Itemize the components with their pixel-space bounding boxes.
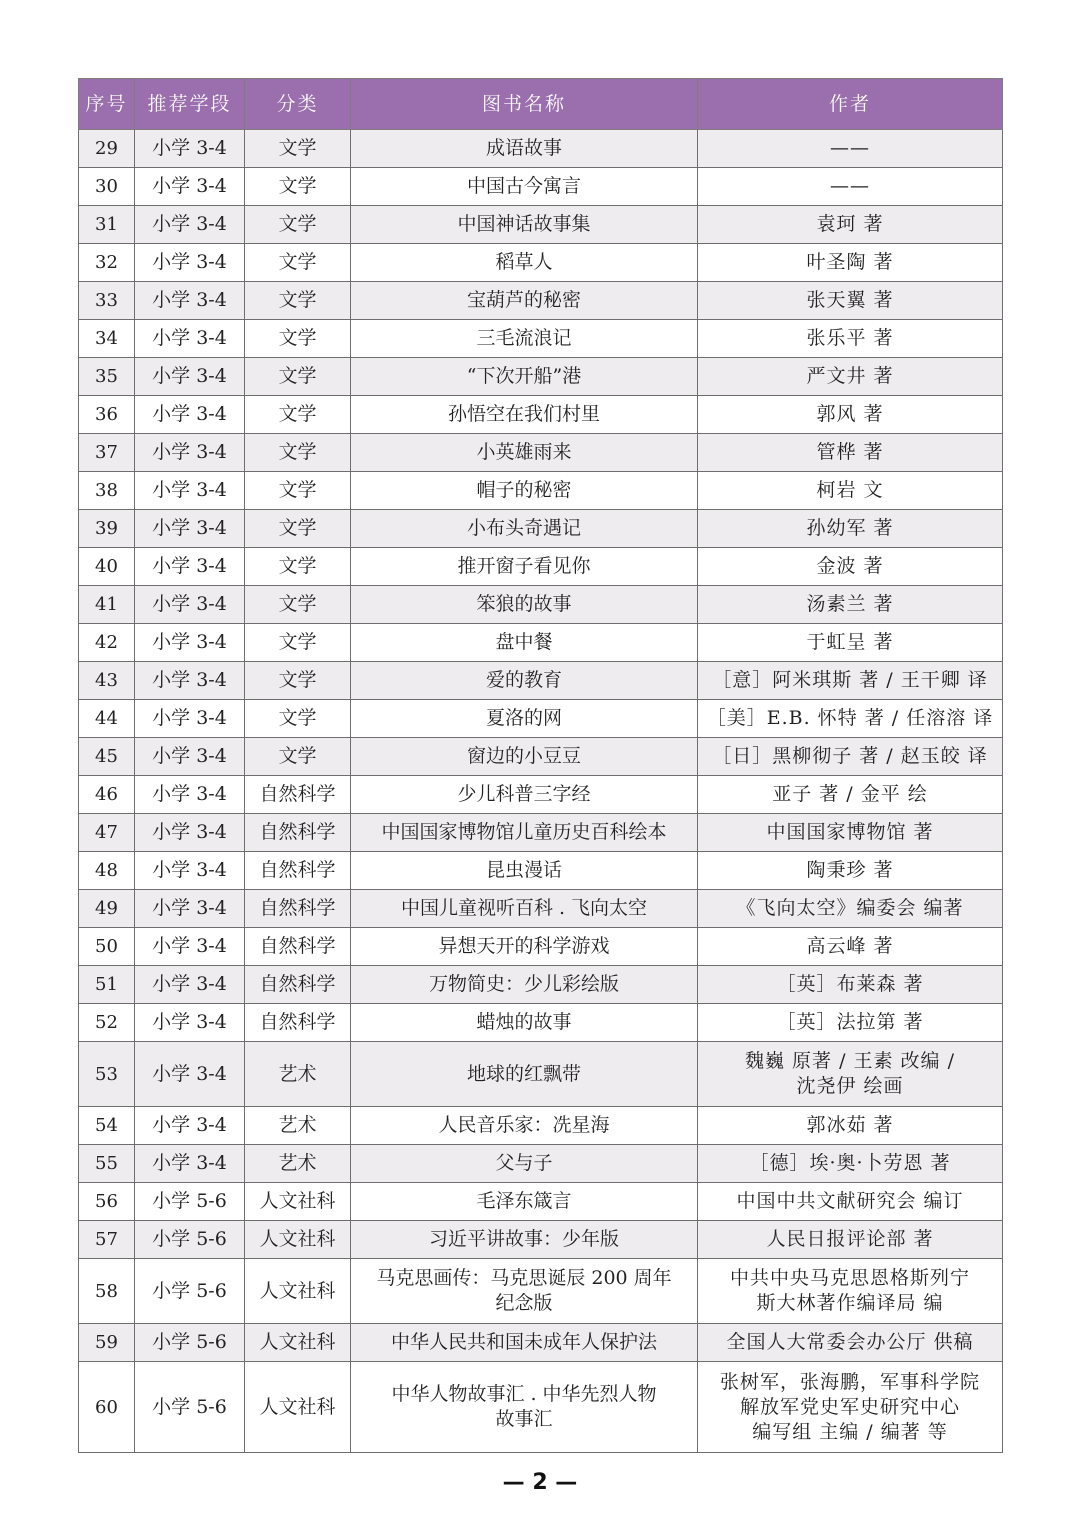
- table-row: [79, 890, 1003, 928]
- row-author: 亚子 著 / 金平 绘: [698, 776, 1003, 814]
- row-category: 自然科学: [245, 1004, 351, 1042]
- row-title: 中华人物故事汇 . 中华先烈人物 故事汇: [351, 1362, 698, 1453]
- table-row: [79, 966, 1003, 1004]
- row-category: 文学: [245, 320, 351, 358]
- row-author: 中国国家博物馆 著: [698, 814, 1003, 852]
- row-author: ——: [698, 168, 1003, 206]
- row-stage: 小学 3-4: [135, 738, 245, 776]
- table-row: [79, 776, 1003, 814]
- row-category: 自然科学: [245, 966, 351, 1004]
- row-number: 56: [79, 1183, 135, 1221]
- row-number: 34: [79, 320, 135, 358]
- row-stage: 小学 3-4: [135, 890, 245, 928]
- row-category: 人文社科: [245, 1362, 351, 1453]
- row-category: 文学: [245, 586, 351, 624]
- row-number: 52: [79, 1004, 135, 1042]
- row-number: 33: [79, 282, 135, 320]
- table-row: [79, 1004, 1003, 1042]
- row-title: “下次开船”港: [351, 358, 698, 396]
- table-row: [79, 1259, 1003, 1324]
- row-category: 自然科学: [245, 852, 351, 890]
- row-title: 地球的红飘带: [351, 1042, 698, 1107]
- row-number: 38: [79, 472, 135, 510]
- row-stage: 小学 3-4: [135, 1042, 245, 1107]
- table-row: [79, 1145, 1003, 1183]
- row-title: 蜡烛的故事: [351, 1004, 698, 1042]
- row-number: 49: [79, 890, 135, 928]
- row-title: 毛泽东箴言: [351, 1183, 698, 1221]
- table-row: [79, 852, 1003, 890]
- row-category: 文学: [245, 510, 351, 548]
- row-category: 文学: [245, 206, 351, 244]
- row-title: 父与子: [351, 1145, 698, 1183]
- row-category: 文学: [245, 662, 351, 700]
- row-category: 自然科学: [245, 928, 351, 966]
- row-number: 37: [79, 434, 135, 472]
- row-number: 39: [79, 510, 135, 548]
- table-row: [79, 1107, 1003, 1145]
- row-author: 张乐平 著: [698, 320, 1003, 358]
- row-stage: 小学 3-4: [135, 814, 245, 852]
- booklist-table: [78, 78, 1003, 1453]
- row-stage: 小学 3-4: [135, 510, 245, 548]
- row-category: 文学: [245, 282, 351, 320]
- row-category: 文学: [245, 472, 351, 510]
- row-title: 中国国家博物馆儿童历史百科绘本: [351, 814, 698, 852]
- row-author: 严文井 著: [698, 358, 1003, 396]
- row-category: 艺术: [245, 1145, 351, 1183]
- row-category: 文学: [245, 130, 351, 168]
- row-title: 笨狼的故事: [351, 586, 698, 624]
- row-stage: 小学 5-6: [135, 1221, 245, 1259]
- row-category: 人文社科: [245, 1259, 351, 1324]
- row-category: 人文社科: [245, 1183, 351, 1221]
- row-stage: 小学 3-4: [135, 320, 245, 358]
- row-title: 推开窗子看见你: [351, 548, 698, 586]
- row-number: 55: [79, 1145, 135, 1183]
- row-category: 自然科学: [245, 890, 351, 928]
- row-author: ［英］布莱森 著: [698, 966, 1003, 1004]
- row-title: 异想天开的科学游戏: [351, 928, 698, 966]
- row-title: 中国古今寓言: [351, 168, 698, 206]
- row-category: 文学: [245, 700, 351, 738]
- row-stage: 小学 3-4: [135, 1004, 245, 1042]
- row-category: 自然科学: [245, 776, 351, 814]
- page-number: — 2 —: [502, 1470, 578, 1495]
- row-author: 袁珂 著: [698, 206, 1003, 244]
- row-number: 43: [79, 662, 135, 700]
- row-number: 29: [79, 130, 135, 168]
- row-title: 帽子的秘密: [351, 472, 698, 510]
- table-row: [79, 434, 1003, 472]
- table-row: [79, 1221, 1003, 1259]
- row-title: 稻草人: [351, 244, 698, 282]
- row-number: 58: [79, 1259, 135, 1324]
- row-category: 文学: [245, 548, 351, 586]
- row-author: ［美］E.B. 怀特 著 / 任溶溶 译: [698, 700, 1003, 738]
- row-author: ［英］法拉第 著: [698, 1004, 1003, 1042]
- row-author: 郭冰茹 著: [698, 1107, 1003, 1145]
- row-author: 管桦 著: [698, 434, 1003, 472]
- row-stage: 小学 3-4: [135, 1107, 245, 1145]
- row-title: 中华人民共和国未成年人保护法: [351, 1324, 698, 1362]
- table-row: [79, 1042, 1003, 1107]
- header-row: [79, 79, 1003, 130]
- row-number: 50: [79, 928, 135, 966]
- table-body: [79, 130, 1003, 1453]
- row-author: 于虹呈 著: [698, 624, 1003, 662]
- header-title: 图书名称: [351, 79, 698, 130]
- row-stage: 小学 3-4: [135, 244, 245, 282]
- row-title: 三毛流浪记: [351, 320, 698, 358]
- row-category: 人文社科: [245, 1324, 351, 1362]
- row-title: 成语故事: [351, 130, 698, 168]
- row-title: 昆虫漫话: [351, 852, 698, 890]
- row-author: 叶圣陶 著: [698, 244, 1003, 282]
- table-row: [79, 206, 1003, 244]
- row-title: 小英雄雨来: [351, 434, 698, 472]
- row-stage: 小学 3-4: [135, 928, 245, 966]
- row-stage: 小学 3-4: [135, 472, 245, 510]
- row-title: 人民音乐家：冼星海: [351, 1107, 698, 1145]
- row-category: 文学: [245, 168, 351, 206]
- row-stage: 小学 3-4: [135, 966, 245, 1004]
- row-author: 金波 著: [698, 548, 1003, 586]
- row-stage: 小学 5-6: [135, 1259, 245, 1324]
- row-author: 《飞向太空》编委会 编著: [698, 890, 1003, 928]
- row-title: 孙悟空在我们村里: [351, 396, 698, 434]
- row-stage: 小学 3-4: [135, 434, 245, 472]
- row-title: 中国神话故事集: [351, 206, 698, 244]
- table-row: [79, 928, 1003, 966]
- row-number: 47: [79, 814, 135, 852]
- row-number: 59: [79, 1324, 135, 1362]
- row-title: 中国儿童视听百科 . 飞向太空: [351, 890, 698, 928]
- row-stage: 小学 5-6: [135, 1362, 245, 1453]
- row-author: 中共中央马克思恩格斯列宁 斯大林著作编译局 编: [698, 1259, 1003, 1324]
- row-title: 窗边的小豆豆: [351, 738, 698, 776]
- row-number: 57: [79, 1221, 135, 1259]
- table-row: [79, 244, 1003, 282]
- row-author: 汤素兰 著: [698, 586, 1003, 624]
- row-stage: 小学 3-4: [135, 662, 245, 700]
- row-author: 中国中共文献研究会 编订: [698, 1183, 1003, 1221]
- row-number: 53: [79, 1042, 135, 1107]
- row-stage: 小学 5-6: [135, 1183, 245, 1221]
- table-row: [79, 1362, 1003, 1453]
- row-number: 31: [79, 206, 135, 244]
- row-number: 54: [79, 1107, 135, 1145]
- row-number: 46: [79, 776, 135, 814]
- table-row: [79, 738, 1003, 776]
- table-row: [79, 358, 1003, 396]
- row-author: 张天翼 著: [698, 282, 1003, 320]
- row-author: 陶秉珍 著: [698, 852, 1003, 890]
- table-row: [79, 814, 1003, 852]
- row-number: 36: [79, 396, 135, 434]
- row-title: 盘中餐: [351, 624, 698, 662]
- table-row: [79, 282, 1003, 320]
- row-number: 40: [79, 548, 135, 586]
- row-stage: 小学 3-4: [135, 282, 245, 320]
- row-author: 人民日报评论部 著: [698, 1221, 1003, 1259]
- row-stage: 小学 5-6: [135, 1324, 245, 1362]
- row-category: 艺术: [245, 1042, 351, 1107]
- table-row: [79, 1324, 1003, 1362]
- table-row: [79, 1183, 1003, 1221]
- table-row: [79, 586, 1003, 624]
- row-category: 人文社科: [245, 1221, 351, 1259]
- row-stage: 小学 3-4: [135, 700, 245, 738]
- row-title: 少儿科普三字经: [351, 776, 698, 814]
- row-author: ［日］黑柳彻子 著 / 赵玉皎 译: [698, 738, 1003, 776]
- header-stage: 推荐学段: [135, 79, 245, 130]
- row-title: 小布头奇遇记: [351, 510, 698, 548]
- row-title: 马克思画传：马克思诞辰 200 周年 纪念版: [351, 1259, 698, 1324]
- table-row: [79, 472, 1003, 510]
- row-title: 宝葫芦的秘密: [351, 282, 698, 320]
- row-number: 41: [79, 586, 135, 624]
- row-category: 文学: [245, 244, 351, 282]
- row-title: 爱的教育: [351, 662, 698, 700]
- row-category: 文学: [245, 624, 351, 662]
- row-stage: 小学 3-4: [135, 130, 245, 168]
- header-no: 序号: [79, 79, 135, 130]
- row-author: 郭风 著: [698, 396, 1003, 434]
- row-title: 万物简史：少儿彩绘版: [351, 966, 698, 1004]
- row-stage: 小学 3-4: [135, 548, 245, 586]
- row-title: 夏洛的网: [351, 700, 698, 738]
- table-row: [79, 396, 1003, 434]
- row-stage: 小学 3-4: [135, 358, 245, 396]
- table-row: [79, 624, 1003, 662]
- row-stage: 小学 3-4: [135, 586, 245, 624]
- row-category: 自然科学: [245, 814, 351, 852]
- row-author: 张树军，张海鹏，军事科学院 解放军党史军史研究中心 编写组 主编 / 编著 等: [698, 1362, 1003, 1453]
- row-author: ——: [698, 130, 1003, 168]
- row-category: 文学: [245, 434, 351, 472]
- row-author: ［意］阿米琪斯 著 / 王干卿 译: [698, 662, 1003, 700]
- row-number: 44: [79, 700, 135, 738]
- table-row: [79, 320, 1003, 358]
- row-stage: 小学 3-4: [135, 852, 245, 890]
- table-row: [79, 130, 1003, 168]
- row-category: 文学: [245, 738, 351, 776]
- header-category: 分类: [245, 79, 351, 130]
- row-stage: 小学 3-4: [135, 776, 245, 814]
- row-stage: 小学 3-4: [135, 168, 245, 206]
- table-row: [79, 548, 1003, 586]
- row-number: 60: [79, 1362, 135, 1453]
- row-author: 孙幼军 著: [698, 510, 1003, 548]
- row-author: 高云峰 著: [698, 928, 1003, 966]
- row-number: 48: [79, 852, 135, 890]
- row-title: 习近平讲故事：少年版: [351, 1221, 698, 1259]
- row-number: 30: [79, 168, 135, 206]
- row-stage: 小学 3-4: [135, 206, 245, 244]
- row-category: 文学: [245, 358, 351, 396]
- row-number: 51: [79, 966, 135, 1004]
- table-row: [79, 510, 1003, 548]
- row-number: 35: [79, 358, 135, 396]
- row-category: 艺术: [245, 1107, 351, 1145]
- row-stage: 小学 3-4: [135, 396, 245, 434]
- table-row: [79, 662, 1003, 700]
- header-author: 作者: [698, 79, 1003, 130]
- row-number: 45: [79, 738, 135, 776]
- row-author: 全国人大常委会办公厅 供稿: [698, 1324, 1003, 1362]
- row-author: 柯岩 文: [698, 472, 1003, 510]
- row-category: 文学: [245, 396, 351, 434]
- row-number: 42: [79, 624, 135, 662]
- row-stage: 小学 3-4: [135, 624, 245, 662]
- row-author: 魏巍 原著 / 王素 改编 / 沈尧伊 绘画: [698, 1042, 1003, 1107]
- table-row: [79, 700, 1003, 738]
- row-number: 32: [79, 244, 135, 282]
- row-stage: 小学 3-4: [135, 1145, 245, 1183]
- table-row: [79, 168, 1003, 206]
- row-author: ［德］埃·奥·卜劳恩 著: [698, 1145, 1003, 1183]
